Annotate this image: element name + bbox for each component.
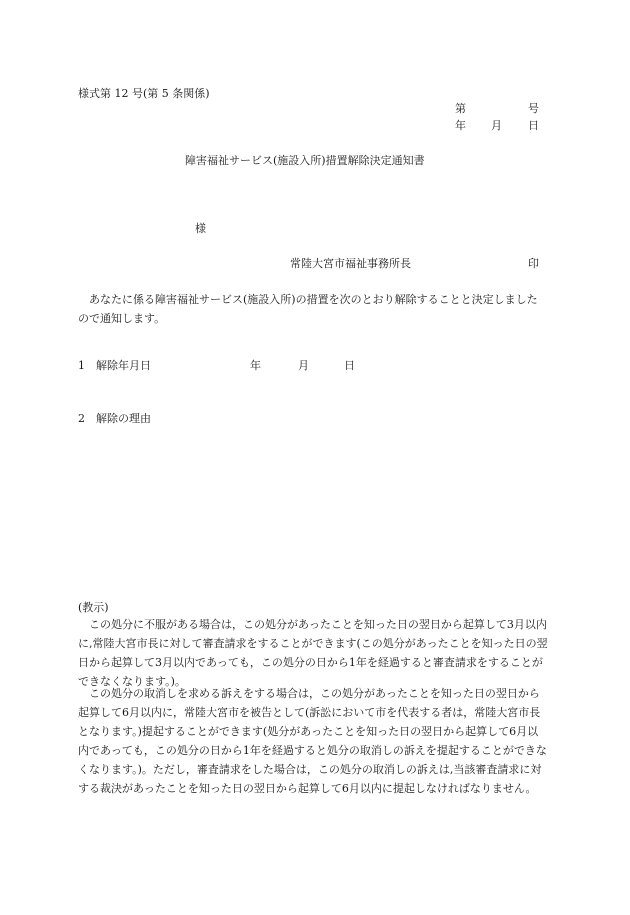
- notice-paragraph-2: この処分の取消しを求める訴えをする場合は，この処分があったことを知った日の翌日から起算して6月以内に，常陸大宮市を被告として(訴訟において市を代表する者は，常陸大宮市長となります。)提起することができます(処分があったことを知った日の翌日から起算して6月以内であっても，この処分の日から1年を経過すると処分の取消しの訴えを提起することができなくなります。)。ただし，審査請求をした場合は，この処分の取消しの訴えは,当該審査請求に対する裁決があったことを知った日の翌日から起算して6月以内に提起しなければなりません。: [78, 687, 547, 795]
- body-text: あなたに係る障害福祉サービス(施設入所)の措置を次のとおり解除することと決定しましたので通知します。: [78, 293, 538, 325]
- item2-label: 2 解除の理由: [78, 412, 151, 425]
- issue-date-month: 月: [491, 119, 502, 132]
- addressee-honorific: 様: [195, 222, 206, 235]
- notice-heading: (教示): [78, 601, 109, 614]
- seal-mark: 印: [528, 257, 539, 270]
- document-title: 障害福祉サービス(施設入所)措置解除決定通知書: [185, 154, 425, 167]
- item1-year: 年: [250, 359, 261, 372]
- doc-number-suffix: 号: [528, 102, 539, 115]
- form-number: 様式第 12 号(第 5 条関係): [78, 87, 210, 100]
- issue-date-year: 年: [455, 119, 466, 132]
- issuer-name: 常陸大宮市福祉事務所長: [290, 257, 411, 270]
- item1-day: 日: [344, 359, 355, 372]
- issue-date-day: 日: [528, 119, 539, 132]
- item1-month: 月: [298, 359, 309, 372]
- doc-number-prefix: 第: [455, 102, 466, 115]
- item1-label: 1 解除年月日: [78, 359, 151, 372]
- notice-paragraph-1: この処分に不服がある場合は，この処分があったことを知った日の翌日から起算して3月以内に,常陸大宮市長に対して審査請求をすることができます(この処分があったことを知った日の翌日から起算して3月以内であっても，この処分の日から1年を経過すると審査請求をすることができなくなります。)。: [78, 618, 548, 688]
